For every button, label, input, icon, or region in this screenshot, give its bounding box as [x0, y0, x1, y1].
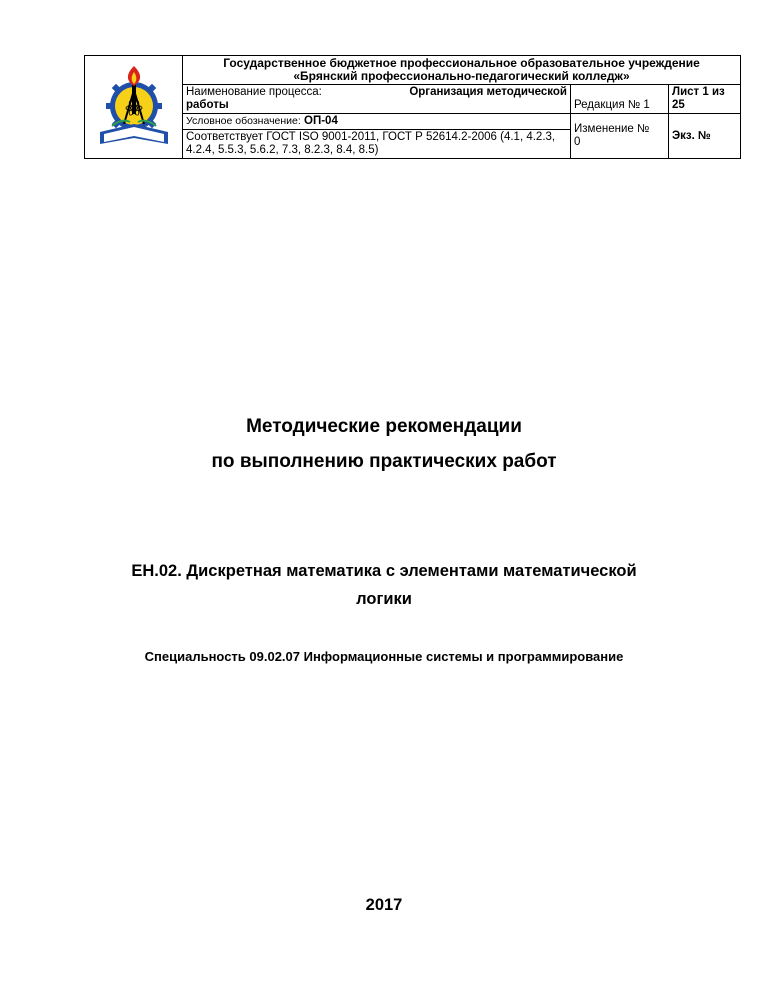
designation-value: ОП-04 — [304, 115, 338, 127]
doc-title-line-2: по выполнению практических работ — [211, 451, 557, 472]
logo-cell — [85, 56, 183, 159]
revision-cell: Редакция № 1 — [571, 85, 669, 114]
designation-label: Условное обозначение: — [186, 115, 301, 127]
process-name-part2: работы — [186, 99, 229, 111]
copy-number-cell: Экз. № — [669, 114, 741, 159]
sheet-number-cell: Лист 1 из 25 — [669, 85, 741, 114]
change-label: Изменение № — [574, 123, 650, 135]
process-label: Наименование процесса: — [186, 86, 322, 98]
change-cell — [571, 114, 669, 159]
specialty-line: Специальность 09.02.07 Информационные системы и программирование — [144, 649, 624, 664]
discipline-line-2: логики — [356, 590, 412, 608]
doc-title-line-1: Методические рекомендации — [246, 416, 522, 437]
org-line-2: «Брянский профессионально-педагогический колледж» — [293, 69, 630, 83]
conformity-cell: Соответствует ГОСТ ISO 9001-2011, ГОСТ Р 52614.2-2006 (4.1, 4.2.3, 4.2.4, 5.5.3, 5.6.2, 7.3, 8.2.3, 8.4, 8.5) — [183, 130, 571, 159]
designation-cell — [183, 114, 571, 130]
process-name-part1: Организация методической — [409, 86, 567, 98]
document-header-table — [84, 55, 741, 159]
organization-name-cell — [183, 56, 741, 85]
discipline-line-1: ЕН.02. Дискретная математика с элементами математической — [131, 562, 637, 580]
year: 2017 — [365, 896, 403, 914]
process-name-cell — [183, 85, 571, 114]
college-emblem-icon — [94, 62, 174, 148]
org-line-1: Государственное бюджетное профессиональное образовательное учреждение — [223, 56, 700, 70]
change-value: 0 — [574, 136, 581, 148]
